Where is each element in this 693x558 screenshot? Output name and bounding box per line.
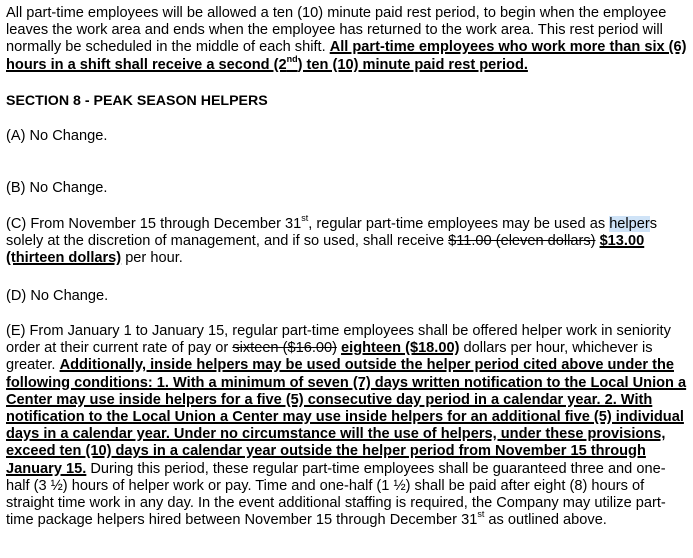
helper-conditions-amendment: Additionally, inside helpers may be used outside the helper period cited above under the following conditions: 1. With a minimum of seven (7) days written notification to the Local Union a Center may use inside helpers for a five (5) consecutive day period in a calendar year. 2. With notification to the Local Union a Center may use inside helpers for an additional five (5) individual days in a calendar year. Under no circumstance will the use of helpers, under these provisions, exceed ten (10) days in a calendar year outside the helper period from November 15 through January 15.	[6, 357, 687, 477]
rest-period-paragraph	[6, 5, 688, 74]
struck-rate: $11.00 (eleven dollars)	[448, 233, 596, 250]
struck-rate: sixteen ($16.00)	[232, 340, 337, 357]
highlighted-text: helper	[609, 216, 650, 232]
section-heading: SECTION 8 - PEAK SEASON HELPERS	[6, 93, 268, 109]
new-rate: eighteen ($18.00)	[341, 340, 460, 357]
rest-period-amendment: All part-time employees who work more than six (6) hours in a shift shall receive a second (2nd) ten (10) minute paid rest period.	[6, 39, 687, 73]
rest-period-text: All part-time employees will be allowed a ten (10) minute paid rest period, to begin when the employee leaves the work area and ends when the employee has returned to the work area. This rest period will normally be scheduled in the middle of each shift.	[6, 5, 667, 56]
new-rate: $13.00 (thirteen dollars)	[6, 233, 645, 267]
item-d: (D) No Change.	[6, 288, 109, 304]
item-e: (E) From January 1 to January 15, regular part-time employees shall be offered helper work in seniority order at their current rate of pay or sixteen ($16.00) eighteen ($18.00) dollars per hour, whichever is greater. Additionally, inside helpers may be used outside the helper period cited above under the following conditions: 1. With a minimum of seven (7) days written notification to the Local Union a Center may use inside helpers for a five (5) consecutive day period in a calendar year. 2. With notification to the Local Union a Center may use inside helpers for an additional five (5) individual days in a calendar year. Under no circumstance will the use of helpers, under these provisions, exceed ten (10) days in a calendar year outside the helper period from November 15 through January 15. During this period, these regular part-time employees shall be guaranteed three and one-half (3 ½) hours of helper work or pay. Time and one-half (1 ½) shall be paid after eight (8) hours of straight time work in any day. In the event additional staffing is required, the Company may utilize part-time package helpers hired between November 15 through December 31st as outlined above.	[6, 323, 687, 529]
item-b: (B) No Change.	[6, 180, 108, 196]
item-a: (A) No Change.	[6, 128, 108, 144]
item-c: (C) From November 15 through December 31st, regular part-time employees may be used as helpers solely at the discretion of management, and if so used, shall receive $11.00 (eleven dollars) $13.00 (thirteen dollars) per hour.	[6, 213, 658, 267]
